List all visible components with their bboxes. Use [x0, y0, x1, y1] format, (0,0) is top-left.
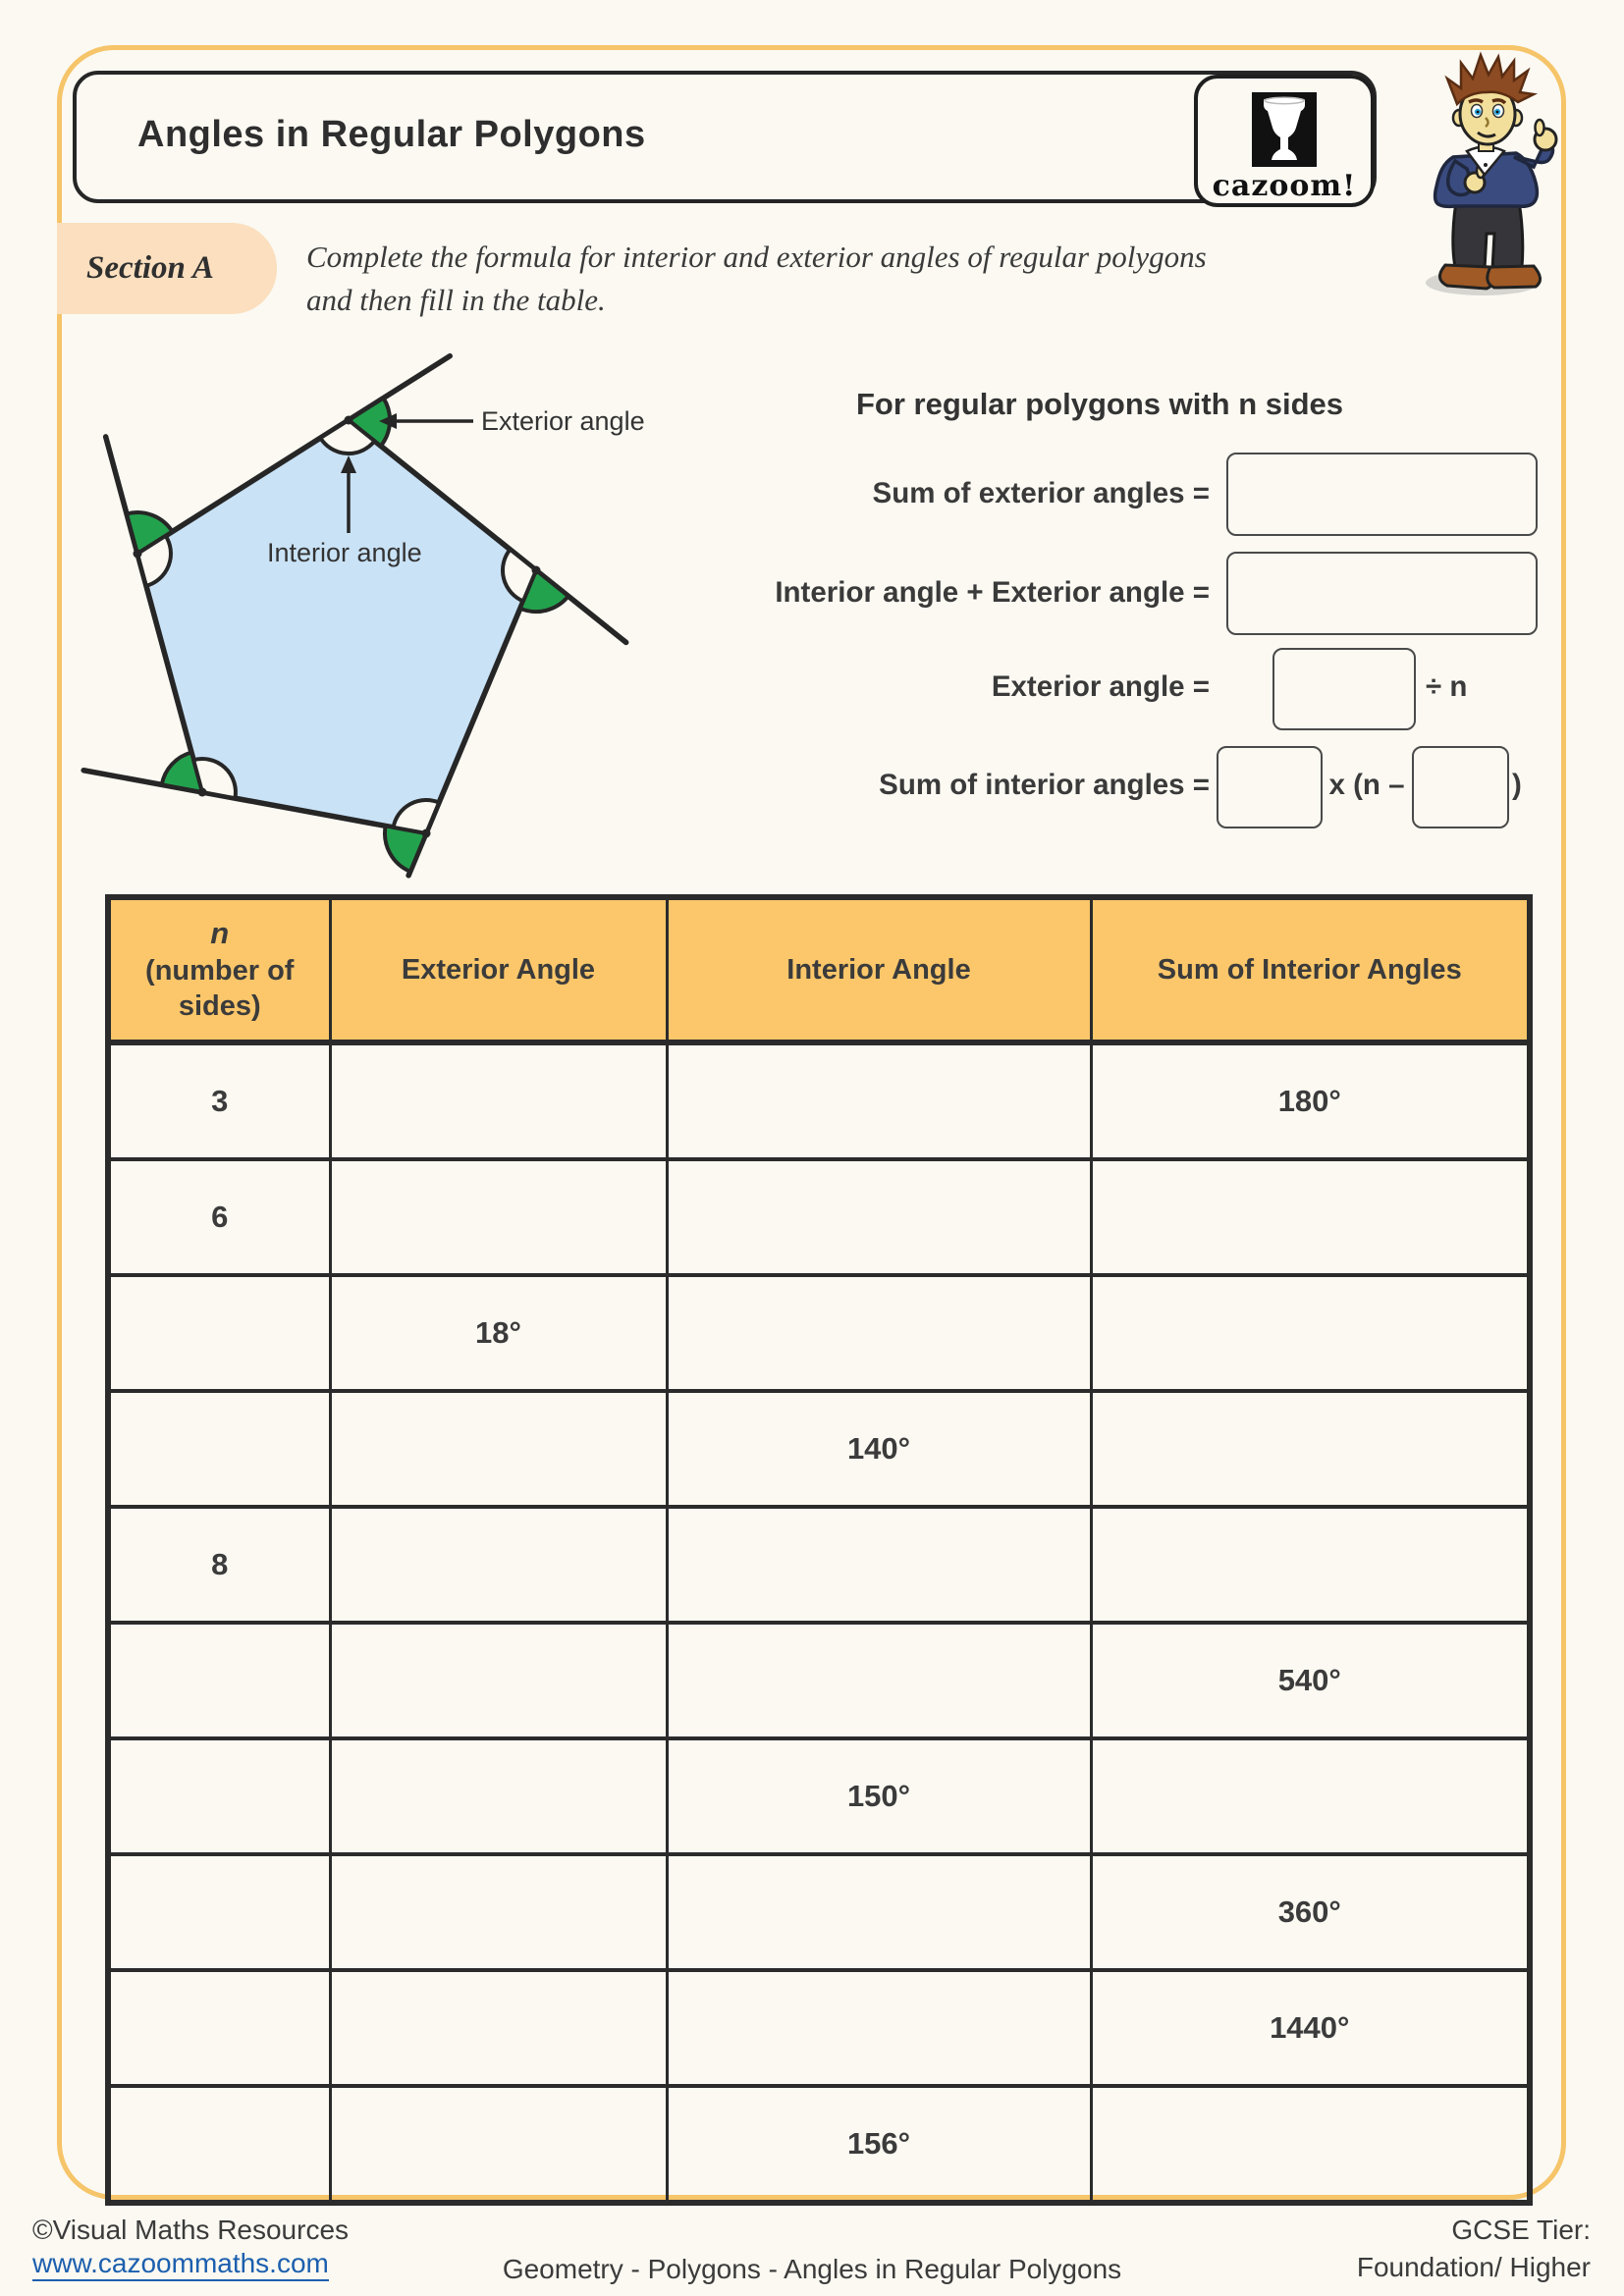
- sum-interior-answer-box-1[interactable]: [1217, 746, 1323, 828]
- header-exterior-angle: Exterior Angle: [330, 897, 667, 1042]
- mascot-boy-illustration: [1396, 49, 1577, 300]
- cell-n[interactable]: [108, 1391, 330, 1507]
- footer-website-link[interactable]: www.cazoommaths.com: [32, 2249, 329, 2281]
- section-a-label: Section A: [86, 250, 214, 286]
- cell-interior: 140°: [667, 1391, 1091, 1507]
- header-interior-angle: Interior Angle: [667, 897, 1091, 1042]
- close-paren-text: ): [1512, 769, 1522, 801]
- divide-by-n-suffix: ÷ n: [1426, 670, 1468, 703]
- cell-exterior[interactable]: [330, 1623, 667, 1738]
- table-row: [108, 2086, 1530, 2203]
- cell-n[interactable]: [108, 2086, 330, 2203]
- cell-sum: 360°: [1091, 1854, 1530, 1970]
- interior-plus-exterior-answer-box[interactable]: [1226, 552, 1538, 635]
- sum-exterior-answer-box[interactable]: [1226, 453, 1538, 536]
- sum-exterior-label: Sum of exterior angles =: [872, 477, 1210, 509]
- cell-n: 8: [108, 1507, 330, 1623]
- cell-interior[interactable]: [667, 1970, 1091, 2086]
- table-header-row: [108, 897, 1530, 1042]
- cell-n: 6: [108, 1159, 330, 1275]
- cell-exterior[interactable]: [330, 1507, 667, 1623]
- cell-sum[interactable]: [1091, 1275, 1530, 1391]
- cell-exterior: 18°: [330, 1275, 667, 1391]
- cell-interior[interactable]: [667, 1854, 1091, 1970]
- exterior-angle-answer-box[interactable]: [1272, 648, 1416, 730]
- cell-interior[interactable]: [667, 1159, 1091, 1275]
- cell-exterior[interactable]: [330, 1159, 667, 1275]
- cell-exterior[interactable]: [330, 1042, 667, 1159]
- footer-copyright: ©Visual Maths Resources: [32, 2215, 350, 2245]
- table-row: [108, 1854, 1530, 1970]
- sum-interior-answer-box-2[interactable]: [1412, 746, 1509, 828]
- cazoom-logo-text: cazoom!: [1212, 169, 1357, 203]
- cell-interior[interactable]: [667, 1623, 1091, 1738]
- cell-n[interactable]: [108, 1854, 330, 1970]
- exterior-angle-formula-label: Exterior angle =: [991, 670, 1210, 703]
- cell-n[interactable]: [108, 1275, 330, 1391]
- cell-interior[interactable]: [667, 1507, 1091, 1623]
- cell-interior: 150°: [667, 1738, 1091, 1854]
- footer-tier-value: Foundation/ Higher: [1356, 2252, 1591, 2282]
- cell-interior: 156°: [667, 2086, 1091, 2203]
- cell-sum[interactable]: [1091, 1738, 1530, 1854]
- table-row: [108, 1623, 1530, 1738]
- cell-exterior[interactable]: [330, 2086, 667, 2203]
- interior-angle-label: Interior angle: [267, 538, 422, 567]
- table-row: [108, 1275, 1530, 1391]
- page-title: Angles in Regular Polygons: [137, 114, 646, 155]
- footer-breadcrumb: Geometry - Polygons - Angles in Regular Polygons: [502, 2254, 1122, 2284]
- cell-sum[interactable]: [1091, 2086, 1530, 2203]
- section-a-instructions: Complete the formula for interior and exterior angles of regular polygons and then fill in the table.: [306, 240, 1207, 318]
- cell-interior[interactable]: [667, 1275, 1091, 1391]
- cell-exterior[interactable]: [330, 1854, 667, 1970]
- angles-table: [105, 894, 1533, 2206]
- table-row: [108, 1159, 1530, 1275]
- cell-n[interactable]: [108, 1738, 330, 1854]
- header-n-sides: n (number of sides): [108, 897, 330, 1042]
- table-row: [108, 1507, 1530, 1623]
- cell-sum[interactable]: [1091, 1391, 1530, 1507]
- table-row: [108, 1738, 1530, 1854]
- cell-exterior[interactable]: [330, 1738, 667, 1854]
- footer-tier-label: GCSE Tier:: [1451, 2215, 1591, 2245]
- sum-interior-label: Sum of interior angles =: [879, 769, 1210, 801]
- drum-icon: [1252, 92, 1317, 167]
- cell-n: 3: [108, 1042, 330, 1159]
- table-row: [108, 1042, 1530, 1159]
- pentagon-angles-diagram: [57, 339, 705, 898]
- table-row: [108, 1391, 1530, 1507]
- cell-sum: 180°: [1091, 1042, 1530, 1159]
- formulas-heading: For regular polygons with n sides: [855, 387, 1344, 421]
- section-a-tab: [57, 223, 277, 314]
- cell-sum: 1440°: [1091, 1970, 1530, 2086]
- interior-plus-exterior-label: Interior angle + Exterior angle =: [775, 576, 1210, 609]
- times-n-minus-text: x (n –: [1328, 769, 1405, 801]
- cell-sum: 540°: [1091, 1623, 1530, 1738]
- cell-interior[interactable]: [667, 1042, 1091, 1159]
- cell-n[interactable]: [108, 1623, 330, 1738]
- table-row: [108, 1970, 1530, 2086]
- cell-sum[interactable]: [1091, 1507, 1530, 1623]
- cell-exterior[interactable]: [330, 1970, 667, 2086]
- cazoom-logo: [1194, 75, 1375, 207]
- cell-exterior[interactable]: [330, 1391, 667, 1507]
- header-sum-interior: Sum of Interior Angles: [1091, 897, 1530, 1042]
- cell-n[interactable]: [108, 1970, 330, 2086]
- cell-sum[interactable]: [1091, 1159, 1530, 1275]
- exterior-angle-label: Exterior angle: [481, 406, 645, 436]
